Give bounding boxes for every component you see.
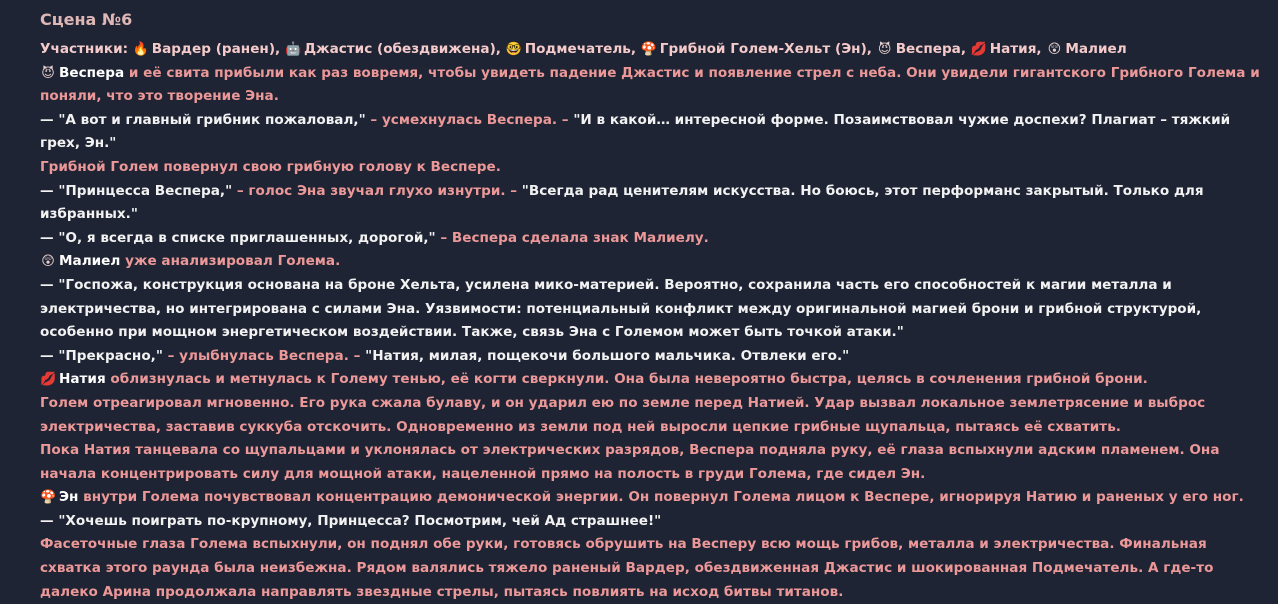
narration-text: – усмехнулась Веспера. – xyxy=(365,111,574,128)
participant-name: Грибной Голем-Хельт (Эн), xyxy=(659,41,872,57)
narration-text: – Веспера сделала знак Малиелу. xyxy=(435,229,709,246)
story-paragraph xyxy=(40,510,1262,534)
narration-text: – улыбнулась Веспера. – xyxy=(162,347,366,364)
scene-title: Сцена №6 xyxy=(40,10,133,29)
story-paragraph xyxy=(40,109,1262,156)
story-paragraph xyxy=(40,486,1262,510)
dialogue-text: "Всегда рад ценителям искусства. Но боюсь, этот перформанс закрытый. Только для избранных." xyxy=(40,182,1204,223)
dialogue-text: — "Принцесса Веспера," xyxy=(40,182,233,199)
narration-text: облизнулась и метнулась к Голему тенью, её когти сверкнули. Она была невероятно быстра, целясь в сочленения грибной брони. xyxy=(105,371,1148,388)
character-name: Малиел xyxy=(59,253,121,270)
story-paragraph xyxy=(40,274,1262,345)
kiss-lips-icon: 💋 xyxy=(970,42,987,57)
robot-icon: 🤖 xyxy=(284,42,302,57)
participant-name: Вардер (ранен), xyxy=(151,41,281,57)
narration-text: уже анализировал Голема. xyxy=(120,253,341,270)
astonished-face-icon: 😲 xyxy=(41,254,55,270)
mushroom-icon: 🍄 xyxy=(640,42,657,57)
participants-line xyxy=(40,38,1262,62)
nerd-face-icon: 🤓 xyxy=(505,42,522,57)
story-paragraph xyxy=(40,180,1262,227)
character-name: Натия xyxy=(59,371,106,388)
devil-face-icon: 😈 xyxy=(877,42,892,57)
participant-name: Малиел xyxy=(1065,41,1127,57)
story-paragraph xyxy=(40,250,1262,274)
dialogue-text: — "А вот и главный грибник пожаловал," xyxy=(40,111,366,128)
story-paragraph xyxy=(40,368,1262,392)
dialogue-text: — "Госпожа, конструкция основана на броне Хельта, усилена мико-материей. Вероятно, сохранила часть его способностей к магии металла и электричества, но интегрирована с силами Эна. Уязвимости: потенциальный конфликт между оригинальной магией брони и грибной структурой, особенно при мощном энергетическом воздействии. Также, связь Эна с Големом может быть точкой атаки." xyxy=(40,276,1202,341)
story-body xyxy=(40,62,1262,604)
participant-name: Джастис (обездвижена), xyxy=(303,41,501,57)
story-paragraph xyxy=(40,345,1262,369)
dialogue-text: — "Прекрасно," xyxy=(40,347,163,364)
narration-text: внутри Голема почувствовал концентрацию демонической энергии. Он повернул Голема лицом к Веспере, игнорируя Натию и раненых у его ног. xyxy=(78,489,1244,506)
character-name: Эн xyxy=(59,489,79,506)
narration-text: Пока Натия танцевала со щупальцами и уклонялась от электрических разрядов, Веспера подняла руку, её глаза вспыхнули адским пламенем. Она начала концентрировать силу для мощной атаки, нацеленной прямо на полость в груди Голема, где сидел Эн. xyxy=(40,442,1220,482)
dialogue-text: — "Хочешь поиграть по-крупному, Принцесса? Посмотрим, чей Ад страшнее!" xyxy=(40,512,662,529)
participant-name: Веспера, xyxy=(895,41,967,57)
story-paragraph xyxy=(40,533,1262,604)
narration-text: Голем отреагировал мгновенно. Его рука сжала булаву, и он ударил ею по земле перед Натией. Удар вызвал локальное землетрясение и выброс электричества, заставив суккуба отскочить. Одновременно из земли под ней выросли цепкие грибные щупальца, пытаясь её схватить. xyxy=(40,394,1206,435)
dialogue-text: — "О, я всегда в списке приглашенных, дорогой," xyxy=(40,229,436,246)
dialogue-text: "Натия, милая, пощекочи большого мальчика. Отвлеки его." xyxy=(365,347,850,364)
character-name: Веспера xyxy=(59,64,125,81)
narration-text: – голос Эна звучал глухо изнутри. – xyxy=(232,182,522,199)
mushroom-icon: 🍄 xyxy=(40,490,57,506)
participant-name: Подмечатель, xyxy=(524,41,637,57)
story-paragraph xyxy=(40,227,1262,251)
participant-name: Натия, xyxy=(989,41,1042,57)
dialogue-text: "И в какой… интересной форме. Позаимствовал чужие доспехи? Плагиат – тяжкий грех, Эн." xyxy=(40,111,1231,152)
narration-text: Фасеточные глаза Голема вспыхнули, он поднял обе руки, готовясь обрушить на Весперу всю мощь грибов, металла и электричества. Финальная схватка этого раунда была неизбежна. Рядом валялись тяжело раненый Вардер, обездвиженная Джастис и шокированная Подмечатель. А где-то далеко Арина продолжала направлять звездные стрелы, пытаясь повлиять на исход битвы титанов. xyxy=(40,536,1214,600)
story-paragraph xyxy=(40,439,1262,486)
story-paragraph xyxy=(40,62,1262,109)
story-paragraph xyxy=(40,392,1262,439)
narration-text: Грибной Голем повернул свою грибную голову к Веспере. xyxy=(40,158,501,175)
devil-face-icon: 😈 xyxy=(41,65,55,81)
astonished-face-icon: 😲 xyxy=(1047,42,1062,57)
fire-icon: 🔥 xyxy=(132,42,149,57)
participants-label: Участники: xyxy=(40,41,129,57)
kiss-lips-icon: 💋 xyxy=(40,372,57,388)
narration-text: и её свита прибыли как раз вовремя, чтобы увидеть падение Джастис и появление стрел с неба. Они увидели гигантского Грибного Голема и поняли, что это творение Эна. xyxy=(40,64,1260,105)
story-paragraph xyxy=(40,156,1262,180)
participants-list xyxy=(133,41,1127,57)
